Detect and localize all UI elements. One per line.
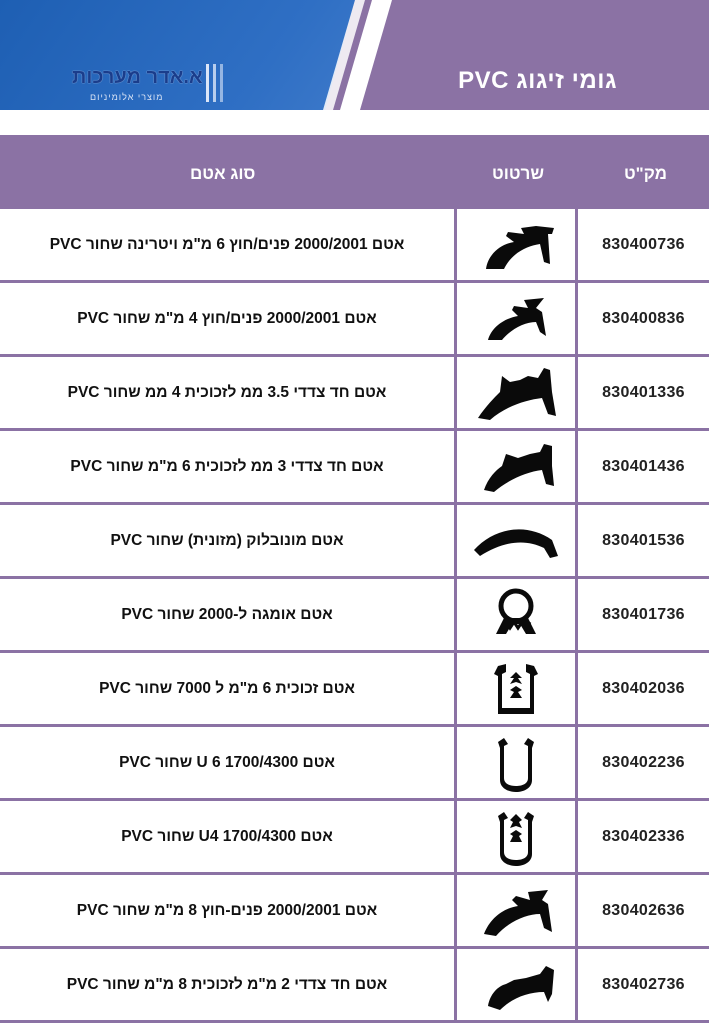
seal-type: אטם 1700/4300 U4 שחור PVC	[121, 827, 333, 845]
product-code-cell	[578, 579, 709, 650]
seal-type-cell	[0, 579, 457, 650]
seal-type: אטם 2000/2001 פנים/חוץ 6 מ"מ ויטרינה שחור PVC	[49, 235, 405, 253]
table-row	[0, 727, 709, 801]
product-code: 830401536	[602, 531, 685, 549]
seal-type-cell	[0, 357, 457, 428]
product-code-cell	[578, 431, 709, 502]
table-header	[0, 135, 709, 209]
table-row	[0, 949, 709, 1023]
logo-tagline: מוצרי אלומיניום	[90, 92, 164, 102]
product-code-cell	[578, 653, 709, 724]
product-code: 830402336	[602, 827, 685, 845]
table-row	[0, 357, 709, 431]
seal-type: אטם 2000/2001 פנים/חוץ 4 מ"מ שחור PVC	[77, 309, 377, 327]
drawing-cell	[457, 357, 578, 428]
drawing-cell	[457, 875, 578, 946]
drawing-cell	[457, 579, 578, 650]
company-logo	[72, 62, 237, 106]
product-code-cell	[578, 283, 709, 354]
column-header-drawing: שרטוט	[492, 164, 545, 183]
seal-type-cell	[0, 209, 457, 280]
u-seal-icon	[466, 732, 566, 794]
product-code-cell	[578, 727, 709, 798]
table-row	[0, 801, 709, 875]
product-code: 830402036	[602, 679, 685, 697]
product-code-cell	[578, 505, 709, 576]
product-code: 830401736	[602, 605, 685, 623]
drawing-cell	[457, 801, 578, 872]
table-row	[0, 209, 709, 283]
drawing-cell	[457, 505, 578, 576]
header-banner	[0, 0, 709, 110]
table-row	[0, 579, 709, 653]
product-code-cell	[578, 209, 709, 280]
seal-profile-icon	[466, 362, 566, 424]
table-row	[0, 505, 709, 579]
logo-mark-icon	[204, 64, 234, 104]
drawing-cell	[457, 283, 578, 354]
product-code-cell	[578, 875, 709, 946]
product-code: 830401336	[602, 383, 685, 401]
u-seal-icon	[466, 806, 566, 868]
drawing-cell	[457, 209, 578, 280]
table-row	[0, 283, 709, 357]
table-row	[0, 653, 709, 727]
seal-type: אטם 2000/2001 פנים-חוץ 8 מ"מ שחור PVC	[76, 901, 378, 919]
seal-type: אטם זכוכית 6 מ"מ ל 7000 שחור PVC	[99, 679, 355, 697]
product-code: 830402236	[602, 753, 685, 771]
seal-type-cell	[0, 875, 457, 946]
seal-type-cell	[0, 727, 457, 798]
seal-profile-icon	[466, 288, 566, 350]
seal-profile-icon	[466, 214, 566, 276]
product-code-cell	[578, 357, 709, 428]
table-row	[0, 431, 709, 505]
omega-seal-icon	[466, 584, 566, 646]
column-header-type: סוג אטם	[190, 164, 256, 183]
seal-profile-icon	[466, 436, 566, 498]
product-code: 830402736	[602, 975, 685, 993]
seal-profile-icon	[466, 510, 566, 572]
seal-type: אטם חד צדדי 3 ממ לזכוכית 6 מ"מ שחור PVC	[70, 457, 384, 475]
column-header-code: מק"ט	[623, 164, 667, 183]
seal-type: אטם מונובלוק (מזונית) שחור PVC	[110, 531, 344, 549]
seal-type: אטם 1700/4300 U 6 שחור PVC	[119, 753, 335, 771]
seal-profile-icon	[466, 954, 566, 1016]
u-seal-icon	[466, 658, 566, 720]
seal-type-cell	[0, 431, 457, 502]
seal-type-cell	[0, 949, 457, 1020]
drawing-cell	[457, 727, 578, 798]
seal-type: אטם אומגה ל-2000 שחור PVC	[121, 605, 333, 623]
product-code: 830401436	[602, 457, 685, 475]
drawing-cell	[457, 949, 578, 1020]
seal-type-cell	[0, 801, 457, 872]
product-code: 830400736	[602, 235, 685, 253]
product-code: 830400836	[602, 309, 685, 327]
product-code-cell	[578, 949, 709, 1020]
logo-name: א.אדר מערכות	[72, 66, 203, 88]
seal-type: אטם חד צדדי 3.5 ממ לזכוכית 4 ממ שחור PVC	[67, 383, 387, 401]
seal-type: אטם חד צדדי 2 מ"מ לזכוכית 8 מ"מ שחור PVC	[66, 975, 388, 993]
seal-type-cell	[0, 505, 457, 576]
product-code: 830402636	[602, 901, 685, 919]
product-code-cell	[578, 801, 709, 872]
page-title: גומי זיגוג PVC	[458, 67, 617, 94]
seal-type-cell	[0, 283, 457, 354]
seal-type-cell	[0, 653, 457, 724]
drawing-cell	[457, 431, 578, 502]
table-row	[0, 875, 709, 949]
drawing-cell	[457, 653, 578, 724]
seal-profile-icon	[466, 880, 566, 942]
